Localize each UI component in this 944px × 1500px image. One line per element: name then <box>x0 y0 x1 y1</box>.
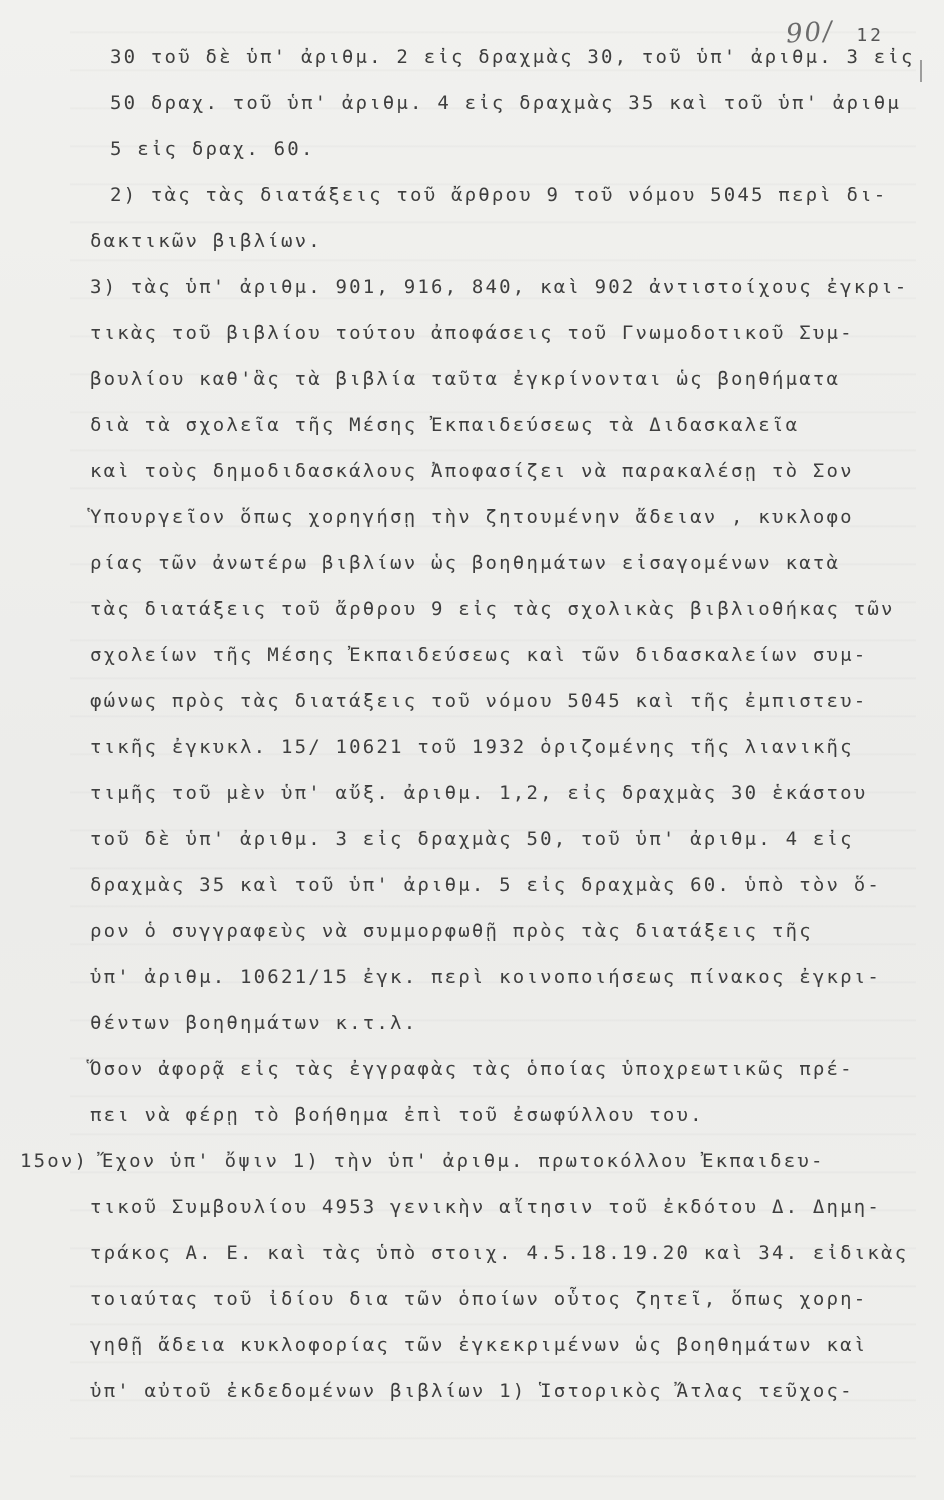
text-line: τικὰς τοῦ βιβλίου τούτου ἀποφάσεις τοῦ Γνωμοδοτικοῦ Συμ- <box>90 322 854 344</box>
text-line: 3) τὰς ὑπ' ἀριθμ. 901, 916, 840, καὶ 902 ἀντιστοίχους ἐγκρι- <box>90 276 909 298</box>
text-line: θέντων βοηθημάτων κ.τ.λ. <box>90 1012 418 1034</box>
text-line: τικῆς ἐγκυκλ. 15/ 10621 τοῦ 1932 ὁριζομένης τῆς λιανικῆς <box>90 736 854 758</box>
text-line: τιμῆς τοῦ μὲν ὑπ' αὔξ. ἀριθμ. 1,2, εἰς δραχμὰς 30 ἑκάστου <box>90 782 868 804</box>
text-line: Ὅσον ἀφορᾷ εἰς τὰς ἐγγραφὰς τὰς ὁποίας ὑποχρεωτικῶς πρέ- <box>90 1058 854 1080</box>
text-line: τὰς διατάξεις τοῦ ἄρθρου 9 εἰς τὰς σχολικὰς βιβλιοθήκας τῶν <box>90 598 895 620</box>
handwritten-folio-mark: 90/ <box>785 16 836 50</box>
text-line: ὑπ' ἀριθμ. 10621/15 ἐγκ. περὶ κοινοποιήσεως πίνακος ἐγκρι- <box>90 966 882 988</box>
text-line: φώνως πρὸς τὰς διατάξεις τοῦ νόμου 5045 καὶ τῆς ἐμπιστευ- <box>90 690 868 712</box>
text-line: Ὑπουργεῖον ὅπως χορηγήσῃ τὴν ζητουμένην ἄδειαν , κυκλοφο <box>90 506 854 528</box>
text-line: 5 εἰς δραχ. 60. <box>110 138 315 160</box>
text-line: ρίας τῶν ἀνωτέρω βιβλίων ὡς βοηθημάτων εἰσαγομένων κατὰ <box>90 552 841 574</box>
text-line: 50 δραχ. τοῦ ὑπ' ἀριθμ. 4 εἰς δραχμὰς 35 καὶ τοῦ ὑπ' ἀριθμ <box>110 92 902 114</box>
text-line: ρον ὁ συγγραφεὺς νὰ συμμορφωθῇ πρὸς τὰς διατάξεις τῆς <box>90 920 813 942</box>
text-line: διὰ τὰ σχολεῖα τῆς Μέσης Ἐκπαιδεύσεως τὰ Διδασκαλεῖα <box>90 414 800 436</box>
text-line: δακτικῶν βιβλίων. <box>90 230 322 252</box>
text-line: βουλίου καθ'ἃς τὰ βιβλία ταῦτα ἐγκρίνονται ὡς βοηθήματα <box>90 368 841 390</box>
text-line: δραχμὰς 35 καὶ τοῦ ὑπ' ἀριθμ. 5 εἰς δραχμὰς 60. ὑπὸ τὸν ὅ- <box>90 874 882 896</box>
text-line: 2) τὰς τὰς διατάξεις τοῦ ἄρθρου 9 τοῦ νόμου 5045 περὶ δι- <box>110 184 888 206</box>
page-number: 12 <box>856 25 884 46</box>
text-line: ὑπ' αὐτοῦ ἐκδεδομένων βιβλίων 1) Ἱστορικὸς Ἄτλας τεῦχος- <box>90 1380 854 1402</box>
text-line: τοῦ δὲ ὑπ' ἀριθμ. 3 εἰς δραχμὰς 50, τοῦ ὑπ' ἀριθμ. 4 εἰς <box>90 828 854 850</box>
text-line: σχολείων τῆς Μέσης Ἐκπαιδεύσεως καὶ τῶν διδασκαλείων συμ- <box>90 644 868 666</box>
text-line: 30 τοῦ δὲ ὑπ' ἀριθμ. 2 εἰς δραχμὰς 30, τοῦ ὑπ' ἀριθμ. 3 εἰς <box>110 46 915 68</box>
text-line: καὶ τοὺς δημοδιδασκάλους Ἀποφασίζει νὰ παρακαλέσῃ τὸ Σον <box>90 460 854 482</box>
text-line: τικοῦ Συμβουλίου 4953 γενικὴν αἴτησιν τοῦ ἐκδότου Δ. Δημη- <box>90 1196 882 1218</box>
text-line: τοιαύτας τοῦ ἰδίου δια τῶν ὁποίων οὗτος ζητεῖ, ὅπως χορη- <box>90 1288 868 1310</box>
text-line: πει νὰ φέρῃ τὸ βοήθημα ἐπὶ τοῦ ἐσωφύλλου του. <box>90 1104 704 1126</box>
margin-mark <box>920 60 922 82</box>
text-line: 15ον) Ἔχον ὑπ' ὄψιν 1) τὴν ὑπ' ἀριθμ. πρωτοκόλλου Ἐκπαιδευ- <box>20 1150 825 1172</box>
text-line: γηθῇ ἄδεια κυκλοφορίας τῶν ἐγκεκριμένων ὡς βοηθημάτων καὶ <box>90 1334 868 1356</box>
text-line: τράκος Α. Ε. καὶ τὰς ὑπὸ στοιχ. 4.5.18.19.20 καὶ 34. εἰδικὰς <box>90 1242 909 1264</box>
